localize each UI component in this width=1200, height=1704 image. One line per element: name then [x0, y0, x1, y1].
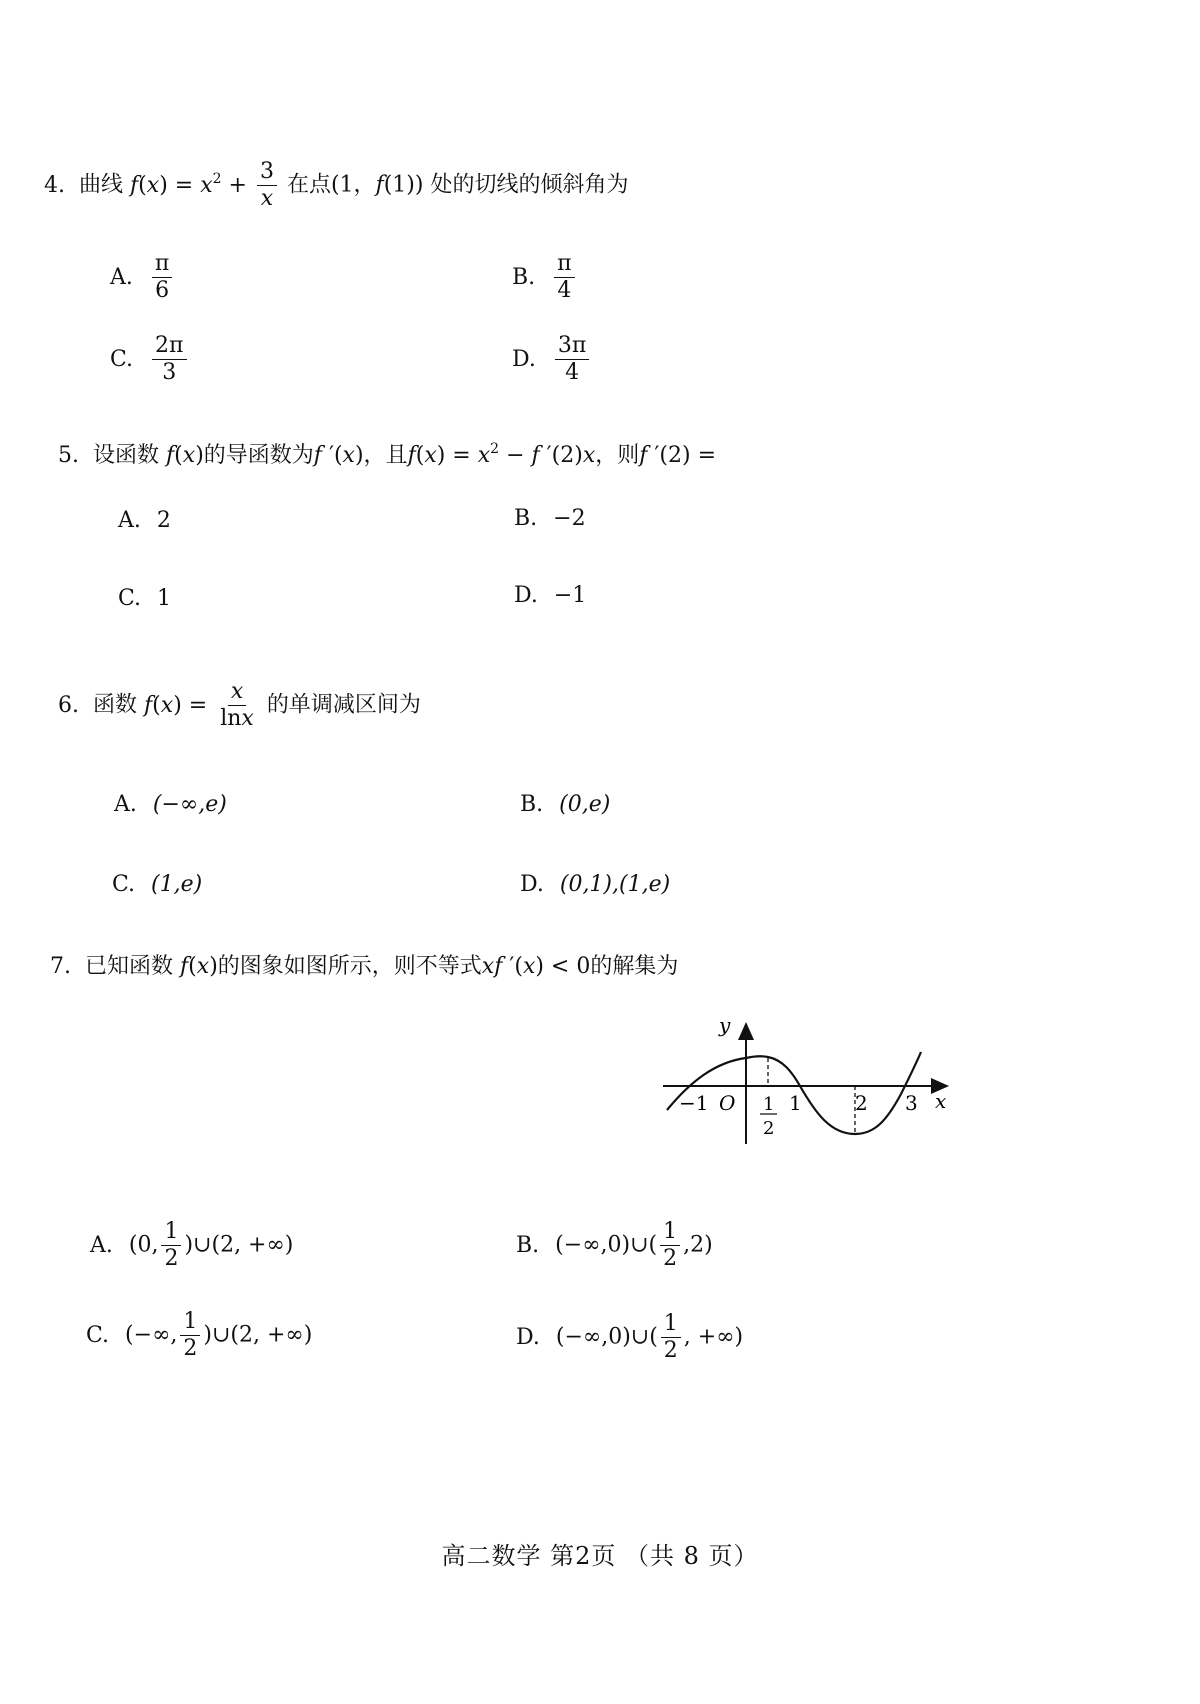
option-letter: B. [514, 506, 538, 531]
option-value: −1 [553, 583, 587, 608]
stem-text: 的单调减区间为 [266, 692, 421, 718]
stem-text: 设函数 [93, 443, 160, 468]
origin-label: O [719, 1091, 736, 1115]
option-value: (0, $\frac{1}{2}$ )∪(2, +∞) [128, 1219, 294, 1272]
tick-label-2: 2 [855, 1091, 868, 1115]
option-letter: A. [114, 792, 137, 817]
formula: f(x) = $\frac{x}{\ln x}$ [144, 679, 254, 732]
option-letter: D. [520, 872, 544, 897]
option-value: $\frac{\pi}{6}$ [152, 252, 172, 303]
x-axis-label: x [935, 1089, 947, 1113]
question-number: 5. [58, 443, 79, 468]
option-value: $\frac{\pi}{4}$ [554, 252, 574, 303]
option-letter: A. [90, 1233, 113, 1259]
formula: $f(x) = x^2 - f$ ′(2)x [407, 441, 596, 468]
stem-text: 处的切线的倾斜角为 [430, 172, 629, 198]
stem-text: 已知函数 [85, 954, 174, 979]
question-4 [44, 160, 628, 211]
option-letter: B. [520, 792, 544, 817]
stem-text: ，且 [363, 443, 408, 468]
option-letter: A. [110, 265, 133, 291]
option-d[interactable] [512, 334, 592, 385]
option-letter: A. [118, 508, 141, 533]
option-c[interactable] [110, 334, 190, 385]
stem-text: 的图象如图所示，则不等式 [217, 954, 482, 979]
question-number: 6. [58, 692, 79, 718]
page-footer: 高二数学 第2页 （共 8 页） [441, 1542, 759, 1570]
option-value: $\frac{2\pi}{3}$ [152, 334, 186, 385]
formula: f(x) [166, 443, 204, 468]
option-value: −2 [553, 506, 586, 531]
question-number: 7. [50, 954, 71, 979]
option-d[interactable] [514, 583, 586, 608]
formula: f(x) [180, 954, 218, 979]
option-c[interactable] [118, 586, 171, 611]
tick-label-half-den: 2 [763, 1118, 775, 1139]
option-b[interactable] [514, 506, 586, 531]
option-value: $\frac{3\pi}{4}$ [555, 334, 589, 385]
y-axis-label: y [719, 1013, 731, 1037]
option-c[interactable] [112, 872, 202, 897]
option-letter: C. [110, 347, 134, 373]
stem-text: ，则 [595, 443, 640, 468]
option-letter: C. [86, 1323, 110, 1349]
option-value: 2 [156, 508, 171, 533]
formula: f ′(2) = [639, 443, 716, 468]
tick-label-1: 1 [789, 1091, 802, 1115]
formula: f ′(x) [313, 443, 364, 468]
question-7 [50, 956, 678, 978]
option-d[interactable] [516, 1312, 743, 1363]
option-letter: D. [516, 1325, 540, 1351]
option-letter: C. [118, 586, 142, 611]
option-letter: D. [512, 347, 536, 373]
option-a[interactable] [114, 792, 227, 817]
stem-text: 函数 [93, 692, 138, 718]
option-a[interactable] [118, 508, 171, 533]
stem-text: 的解集为 [590, 954, 679, 979]
option-d[interactable] [520, 872, 670, 897]
option-c[interactable] [86, 1310, 312, 1361]
formula: xf ′(x) < 0 [481, 954, 591, 979]
option-value: (−∞,0)∪( $\frac{1}{2}$ , +∞) [555, 1311, 744, 1364]
option-a[interactable] [110, 252, 175, 303]
tick-label-3: 3 [905, 1091, 918, 1115]
option-letter: C. [112, 872, 136, 897]
option-b[interactable] [516, 1220, 713, 1271]
option-letter: B. [512, 265, 536, 291]
tick-label-half-num: 1 [763, 1094, 775, 1115]
function-graph [655, 1010, 965, 1160]
option-value: (−∞,0)∪( $\frac{1}{2}$ ,2) [555, 1219, 713, 1272]
question-number: 4. [44, 172, 65, 198]
stem-text: 在点(1， [286, 172, 376, 198]
option-value: (0,1),(1,e) [559, 872, 671, 897]
option-b[interactable] [520, 792, 610, 817]
stem-text: 的导函数为 [203, 443, 314, 468]
option-value: (−∞, $\frac{1}{2}$ )∪(2, +∞) [125, 1309, 313, 1362]
option-value: (−∞,e) [152, 792, 227, 817]
stem-text: 曲线 [79, 172, 124, 198]
option-value: 1 [157, 586, 172, 611]
option-b[interactable] [512, 252, 578, 303]
formula: f(1)) [375, 172, 424, 198]
option-letter: B. [516, 1233, 540, 1259]
option-value: (0,e) [559, 792, 611, 817]
question-5 [58, 442, 716, 467]
tick-label-neg1: −1 [679, 1091, 709, 1115]
option-value: (1,e) [151, 872, 203, 897]
option-letter: D. [514, 583, 538, 608]
option-a[interactable] [90, 1220, 293, 1271]
formula: $f(x) = x^2$ + $\frac{3}{x}$ [130, 173, 280, 198]
question-6 [58, 680, 421, 731]
